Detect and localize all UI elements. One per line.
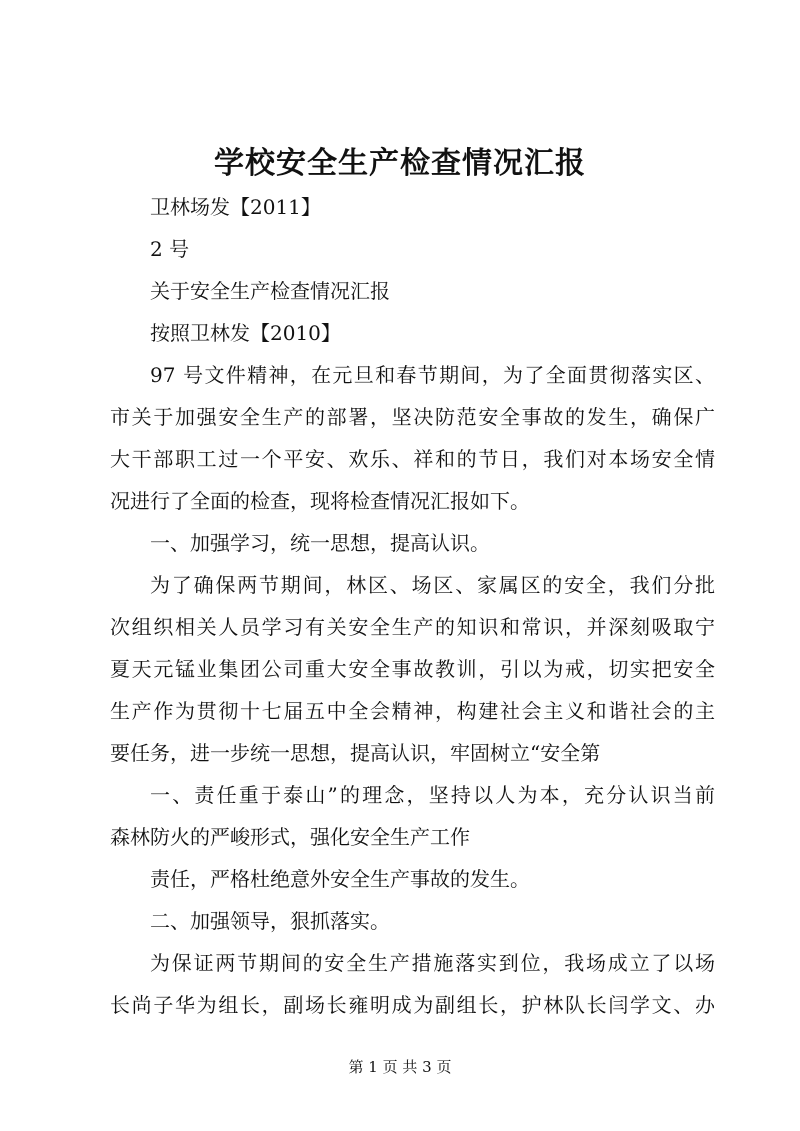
- paragraph-line: 夏天元锰业集团公司重大安全事故教训，引以为戒，切实把安全: [110, 657, 715, 681]
- paragraph-line: 要任务，进一步统一思想，提高认识，牢固树立“安全第: [110, 741, 601, 765]
- paragraph-line: 一、责任重于泰山”的理念，坚持以人为本，充分认识当前: [150, 783, 715, 807]
- paragraph-line: 长尚子华为组长，副场长雍明成为副组长，护林队长闫学文、办: [110, 993, 715, 1017]
- paragraph-line: 次组织相关人员学习有关安全生产的知识和常识，并深刻吸取宁: [110, 615, 715, 639]
- paragraph-line: 关于安全生产检查情况汇报: [150, 279, 390, 303]
- paragraph-line: 责任，严格杜绝意外安全生产事故的发生。: [150, 867, 530, 891]
- paragraph-line: 为了确保两节期间，林区、场区、家属区的安全，我们分批: [150, 573, 715, 597]
- paragraph-line: 卫林场发【2011】: [150, 195, 321, 219]
- section-heading: 一、加强学习，统一思想，提高认识。: [150, 531, 490, 555]
- paragraph-line: 按照卫林发【2010】: [150, 321, 341, 345]
- paragraph-line: 大干部职工过一个平安、欢乐、祥和的节日，我们对本场安全情: [110, 447, 715, 471]
- page-footer: 第 1 页 共 3 页: [348, 1058, 452, 1076]
- document-body: [110, 186, 715, 1026]
- paragraph-line: 97 号文件精神，在元旦和春节期间，为了全面贯彻落实区、: [150, 363, 715, 387]
- document-title: 学校安全生产检查情况汇报: [214, 146, 586, 181]
- paragraph-line: 2 号: [150, 237, 190, 261]
- paragraph-line: 市关于加强安全生产的部署，坚决防范安全事故的发生，确保广: [110, 405, 715, 429]
- paragraph-line: 为保证两节期间的安全生产措施落实到位，我场成立了以场: [150, 951, 715, 975]
- paragraph-line: 况进行了全面的检查，现将检查情况汇报如下。: [110, 489, 530, 513]
- paragraph-line: 生产作为贯彻十七届五中全会精神，构建社会主义和谐社会的主: [110, 699, 715, 723]
- section-heading: 二、加强领导，狠抓落实。: [150, 909, 390, 933]
- paragraph-line: 森林防火的严峻形式，强化安全生产工作: [110, 825, 470, 849]
